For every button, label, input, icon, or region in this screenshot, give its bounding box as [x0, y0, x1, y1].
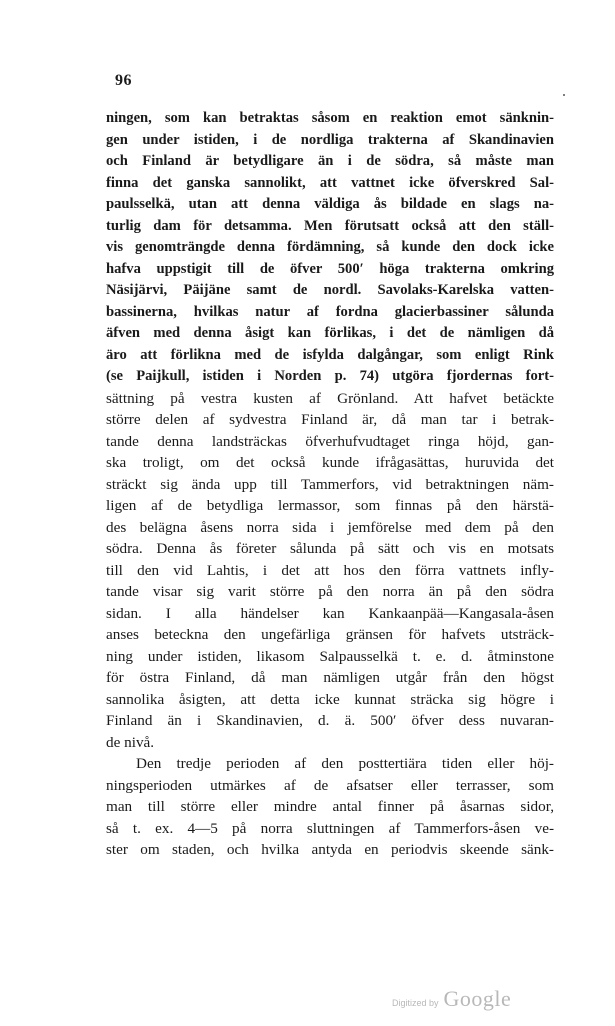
text-line: äfven med denna åsigt kan förlikas, i det de nämligen då: [106, 325, 554, 341]
text-line: ningen, som kan betraktas såsom en reaktion emot sänknin-: [106, 110, 554, 126]
text-line: Näsijärvi, Päijäne samt de nordl. Savolaks-Karelska vatten-: [106, 282, 554, 298]
text-line: så t. ex. 4—5 på norra sluttningen af Tammerfors-åsen ve-: [106, 819, 554, 837]
page-number: 96: [115, 72, 132, 89]
text-line: Den tredje perioden af den posttertiära tiden eller höj-: [136, 755, 554, 772]
body-text: [106, 108, 554, 861]
text-line: sträckt sig ända upp till Tammerfors, vid betraktningen näm-: [106, 475, 554, 493]
text-line: gen under istiden, i de nordliga trakterna af Skandinavien: [106, 131, 554, 148]
text-line: sannolika åsigten, att detta icke kunnat sträcka sig högre i: [106, 690, 554, 708]
text-line: äro att förlikna med de isfylda dalgångar, som enligt Rink: [106, 346, 554, 363]
print-speck: [563, 94, 565, 96]
text-line: sidan. I alla händelser kan Kankaanpää—Kangasala-åsen: [106, 604, 554, 622]
text-line: ska troligt, om det också kunde ifrågasättas, huruvida det: [106, 454, 554, 471]
text-line: des belägna åsens norra sida i jemförelse med dem på den: [106, 518, 554, 536]
text-line: tande visar sig varit större på den norra än på den södra: [106, 583, 554, 600]
text-line: finna det ganska sannolikt, att vattnet icke öfverskred Sal-: [106, 174, 554, 191]
digitization-watermark: [392, 986, 511, 1012]
text-line: turlig dam för detsamma. Men förutsatt också att den ställ-: [106, 217, 554, 234]
watermark-digitized-by: Digitized by: [392, 998, 439, 1008]
text-line: Finland än i Skandinavien, d. ä. 500′ öfver dess nuvaran-: [106, 712, 554, 729]
text-line: de nivå.: [106, 733, 155, 751]
text-line: för östra Finland, då man nämligen utgår från den högst: [106, 669, 554, 686]
text-line: bassinerna, hvilkas natur af fordna glacierbassiner sålunda: [106, 303, 554, 320]
text-line: man till större eller mindre antal finner på åsarnas sidor,: [106, 798, 554, 815]
text-line: ster om staden, och hvilka antyda en periodvis skeende sänk-: [106, 841, 554, 858]
watermark-google-logo: Google: [443, 986, 512, 1011]
text-line: till den vid Lahtis, i det att hos den förra vattnets infly-: [106, 561, 554, 579]
text-line: hafva uppstigit till de öfver 500′ höga trakterna omkring: [106, 260, 554, 277]
text-line: större delen af sydvestra Finland är, då man tar i betrak-: [106, 411, 554, 428]
text-line: södra. Denna ås företer sålunda på sätt och vis en motsats: [106, 540, 554, 557]
text-line: paulsselkä, utan att denna väldiga ås bildade en slags na-: [106, 196, 554, 212]
text-line: ligen af de betydliga lermassor, som finnas på den härstä-: [106, 497, 554, 514]
text-line: tande denna landsträckas öfverhufvudtaget ringa höjd, gan-: [106, 432, 554, 450]
text-line: sättning på vestra kusten af Grönland. Att hafvet betäckte: [106, 389, 554, 407]
text-line: (se Paijkull, istiden i Norden p. 74) utgöra fjordernas fort-: [106, 368, 554, 384]
text-line: ningsperioden utmärkes af de afsatser eller terrasser, som: [106, 776, 554, 794]
text-line: och Finland är betydligare än i de södra, så måste man: [106, 153, 554, 169]
text-line: anses beteckna den ungefärliga gränsen för hafvets utsträck-: [106, 626, 554, 643]
text-line: vis genomträngde denna fördämning, så kunde den dock icke: [106, 239, 554, 255]
text-line: ning under istiden, likasom Salpausselkä t. e. d. åtminstone: [106, 647, 554, 665]
